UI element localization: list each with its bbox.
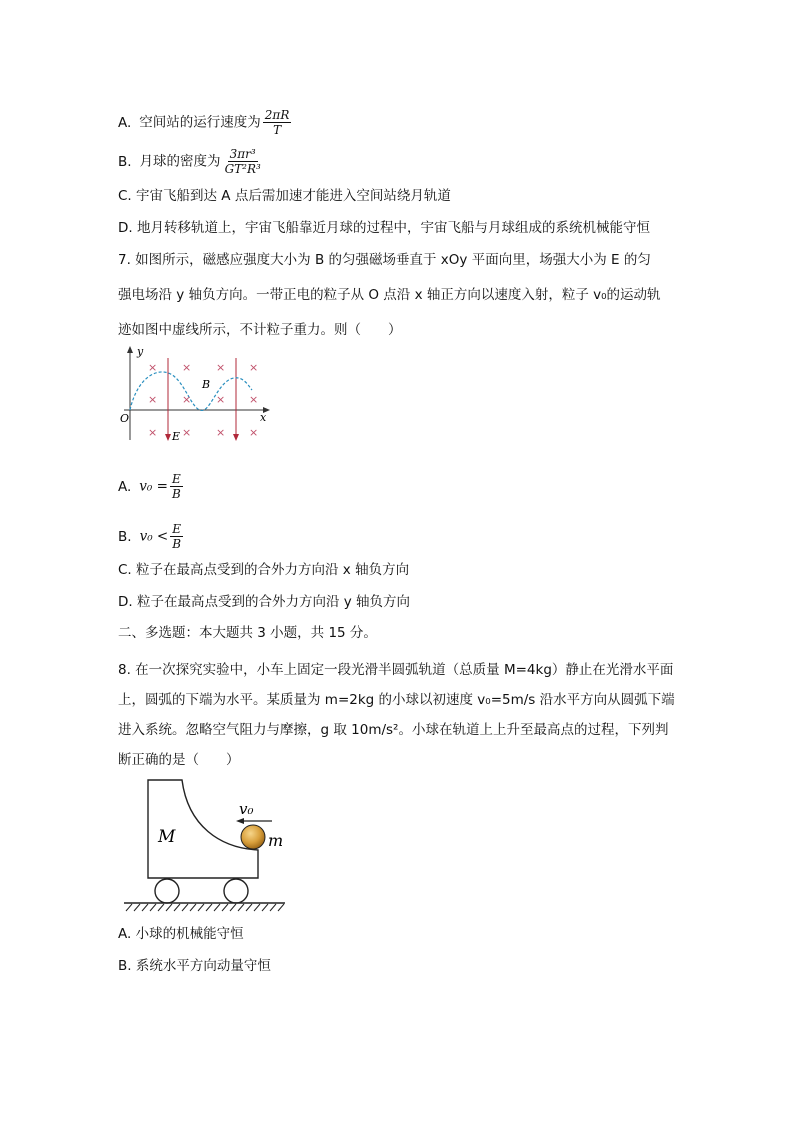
option-text: 空间站的运行速度为 [139, 114, 261, 131]
q7-option-d: D. 粒子在最高点受到的合外力方向沿 y 轴负方向 [118, 594, 411, 610]
q8-cart-diagram [120, 776, 290, 916]
y-axis-label: y [137, 345, 144, 358]
field-cross: × [216, 361, 226, 374]
y-axis-arrow [127, 346, 133, 353]
q7-stem-line-1: 7. 如图所示，磁感应强度大小为 B 的匀强磁场垂直于 xOy 平面向里，场强大小为 E 的匀 [118, 252, 651, 268]
field-cross: × [249, 393, 259, 406]
wheel [224, 879, 248, 903]
numerator: E [171, 472, 181, 486]
section-heading: 二、多选题：本大题共 3 小题，共 15 分。 [118, 625, 377, 641]
origin-label: O [120, 412, 130, 425]
denominator: GT²R³ [224, 162, 261, 176]
q7-stem-line-2: 强电场沿 y 轴负方向。一带正电的粒子从 O 点沿 x 轴正方向以速度入射，粒子 v₀的运动轨 [118, 287, 661, 303]
e-field-arrow [165, 434, 171, 441]
option-label: A. [118, 114, 132, 131]
numerator: 2πR [264, 108, 290, 122]
q7-stem-line-3: 迹如图中虚线所示，不计粒子重力。则（ ） [118, 322, 402, 338]
fraction [170, 522, 183, 551]
field-cross: × [182, 426, 192, 439]
field-cross: × [148, 393, 158, 406]
equation-lhs: v₀ = [139, 478, 168, 495]
equation-lhs: v₀ < [139, 528, 169, 545]
q6-option-b [118, 147, 265, 176]
option-label: B. [118, 528, 132, 545]
q8-option-a: A. 小球的机械能守恒 [118, 926, 244, 942]
denominator: T [273, 123, 282, 137]
fraction [170, 472, 183, 501]
cart-mass-label: M [158, 827, 176, 847]
e-field-arrow [233, 434, 239, 441]
q6-option-c: C. 宇宙飞船到达 A 点后需加速才能进入空间站绕月轨道 [118, 188, 451, 204]
q7-option-c: C. 粒子在最高点受到的合外力方向沿 x 轴负方向 [118, 562, 410, 578]
velocity-arrowhead [236, 818, 244, 824]
option-label: B. [118, 153, 132, 170]
q7-option-b [118, 522, 185, 551]
q7-field-diagram [116, 344, 276, 444]
field-cross: × [148, 426, 158, 439]
ball [241, 825, 265, 849]
denominator: B [171, 487, 181, 501]
velocity-label: v₀ [239, 800, 254, 818]
option-text: 月球的密度为 [139, 153, 221, 170]
field-cross: × [249, 426, 259, 439]
field-cross: × [216, 426, 226, 439]
field-cross: × [148, 361, 158, 374]
q8-option-b: B. 系统水平方向动量守恒 [118, 958, 271, 974]
field-cross: × [216, 393, 226, 406]
field-cross: × [182, 393, 192, 406]
field-cross: × [182, 361, 192, 374]
fraction [263, 108, 292, 137]
option-label: A. [118, 478, 132, 495]
numerator: E [172, 522, 182, 536]
field-cross: × [249, 361, 259, 374]
x-axis-label: x [260, 411, 267, 424]
ground-hatch [126, 904, 284, 911]
b-field-label: B [202, 378, 211, 391]
fraction [223, 147, 263, 176]
numerator: 3πr³ [229, 147, 256, 161]
e-field-label: E [172, 430, 181, 443]
q7-option-a [118, 472, 185, 501]
wheel [155, 879, 179, 903]
q8-stem: 8. 在一次探究实验中，小车上固定一段光滑半圆弧轨道（总质量 M=4kg）静止在光滑水平面上，圆弧的下端为水平。某质量为 m=2kg 的小球以初速度 v₀=5m/s 沿水平方向从圆弧下端进入系统。忽略空气阻力与摩擦，g 取 10m/s²。小球在轨道上上升至最高点的过程，下列判断正确的是（ ） [118, 662, 675, 768]
q6-option-d: D. 地月转移轨道上，宇宙飞船靠近月球的过程中，宇宙飞船与月球组成的系统机械能守恒 [118, 220, 650, 236]
denominator: B [172, 537, 182, 551]
q6-option-a [118, 108, 293, 137]
ball-mass-label: m [268, 831, 284, 850]
